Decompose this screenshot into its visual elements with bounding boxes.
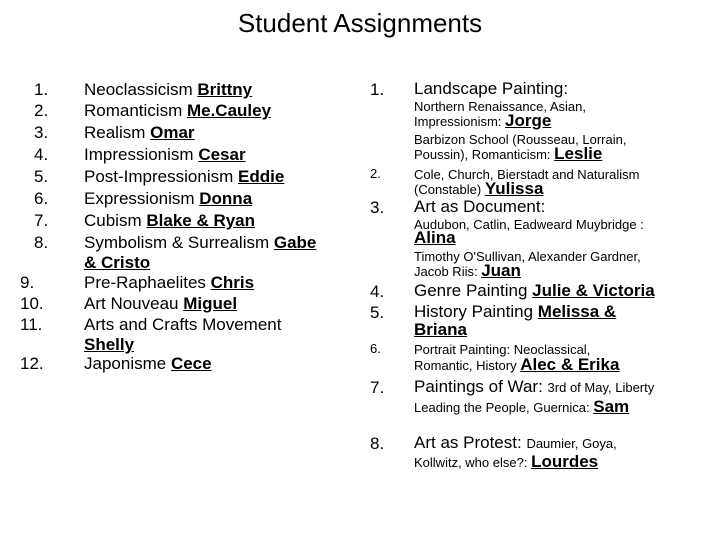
sub-text: 3rd of May, Liberty: [547, 380, 655, 395]
list-number: 4.: [370, 282, 385, 301]
list-number: 7.: [34, 211, 49, 230]
sub-text: Cole, Church, Bierstadt and Naturalism: [414, 167, 640, 182]
student-name: Cece: [170, 354, 212, 373]
list-number: 8.: [370, 434, 385, 453]
list-number: 1.: [34, 80, 49, 99]
student-name: Blake & Ryan: [146, 211, 256, 230]
student-name: Alina: [414, 228, 456, 247]
sub-text: Daumier, Goya,: [526, 436, 617, 451]
list-number: 6.: [370, 341, 381, 356]
sub-text: Portrait Painting: Neoclassical,: [414, 342, 591, 357]
list-item: [84, 273, 254, 293]
sub-text: Timothy O'Sullivan, Alexander Gardner,: [414, 249, 641, 264]
sub-text: [414, 356, 619, 375]
sub-text: Barbizon School (Rousseau, Lorrain,: [414, 132, 627, 147]
list-item: [84, 145, 246, 165]
student-name: Juan: [481, 261, 521, 280]
list-number: 10.: [20, 294, 44, 313]
student-name: & Cristo: [84, 253, 151, 272]
topic: Expressionism: [84, 189, 200, 208]
student-name: Donna: [199, 189, 253, 208]
sub-text-label: Romantic, History: [414, 358, 521, 373]
topic: Japonisme: [84, 354, 171, 373]
sub-text: [414, 112, 551, 131]
student-name: Gabe: [273, 233, 317, 252]
sub-text: [414, 145, 602, 164]
student-name: Julie & Victoria: [532, 281, 655, 300]
list-number: 2.: [370, 166, 381, 181]
sub-text: [414, 398, 629, 417]
topic: Paintings of War:: [414, 377, 548, 396]
list-number: 3.: [370, 198, 385, 217]
list-item: [84, 101, 271, 121]
list-number: 5.: [34, 167, 49, 186]
student-name: Me.Cauley: [186, 101, 272, 120]
list-item: [84, 294, 237, 314]
student-name: Alec & Erika: [520, 355, 620, 374]
topic: Realism: [84, 123, 151, 142]
list-item: [414, 282, 655, 300]
list-number: 6.: [34, 189, 49, 208]
list-item: [84, 80, 252, 100]
list-item: [414, 378, 654, 397]
sub-text: Northern Renaissance, Asian,: [414, 99, 586, 114]
list-number: 7.: [370, 378, 385, 397]
list-item: [414, 303, 616, 339]
list-item: Landscape Painting:: [414, 79, 569, 98]
topic: Cubism: [84, 211, 147, 230]
list-number: 4.: [34, 145, 49, 164]
student-name: Leslie: [554, 144, 603, 163]
list-item: [84, 189, 252, 209]
student-name: Cesar: [198, 145, 246, 164]
student-name: Briana: [414, 320, 467, 339]
student-name: Jorge: [505, 111, 552, 130]
list-item: [84, 167, 284, 187]
list-number: 3.: [34, 123, 49, 142]
list-item: [414, 434, 617, 453]
student-name: Lourdes: [531, 452, 599, 471]
list-item: [84, 315, 281, 355]
sub-text: Audubon, Catlin, Eadweard Muybridge :: [414, 217, 644, 232]
topic: Art as Protest:: [414, 433, 527, 452]
student-name: Melissa &: [537, 302, 617, 321]
topic: Genre Painting: [414, 281, 533, 300]
sub-text-label: Impressionism:: [414, 114, 506, 129]
topic: Impressionism: [84, 145, 199, 164]
list-number: 12.: [20, 354, 44, 373]
list-number: 8.: [34, 233, 49, 252]
list-item: Art as Document:: [414, 197, 546, 216]
topic: Neoclassicism: [84, 80, 198, 99]
topic: Pre-Raphaelites: [84, 273, 211, 292]
topic: Symbolism & Surrealism: [84, 233, 274, 252]
list-number: 9.: [20, 273, 35, 292]
list-item: [84, 354, 212, 374]
sub-text-label: Kollwitz, who else?:: [414, 455, 532, 470]
list-item: [84, 233, 316, 273]
student-name: Omar: [150, 123, 195, 142]
sub-text-label: Poussin), Romanticism:: [414, 147, 555, 162]
student-name: Chris: [210, 273, 255, 292]
student-name: Sam: [593, 397, 630, 416]
student-name: Miguel: [183, 294, 238, 313]
topic: Arts and Crafts Movement: [84, 315, 282, 334]
topic: Romanticism: [84, 101, 187, 120]
sub-text: [414, 453, 598, 472]
sub-text-label: Leading the People, Guernica:: [414, 400, 594, 415]
student-name: Eddie: [237, 167, 285, 186]
sub-text: [414, 262, 521, 281]
sub-text-label: Jacob Riis:: [414, 264, 482, 279]
list-item: [84, 211, 255, 231]
sub-text: [414, 229, 456, 248]
list-item: [84, 123, 195, 143]
list-number: 1.: [370, 80, 385, 99]
student-name: Shelly: [84, 335, 135, 354]
list-number: 2.: [34, 101, 49, 120]
sub-text-label: (Constable): [414, 182, 485, 197]
student-name: Brittny: [197, 80, 253, 99]
topic: Art Nouveau: [84, 294, 184, 313]
student-name: Yulissa: [484, 179, 544, 198]
list-number: 11.: [20, 315, 43, 334]
topic: History Painting: [414, 302, 538, 321]
topic: Post-Impressionism: [84, 167, 238, 186]
page-title: Student Assignments: [237, 8, 483, 38]
list-number: 5.: [370, 303, 385, 322]
